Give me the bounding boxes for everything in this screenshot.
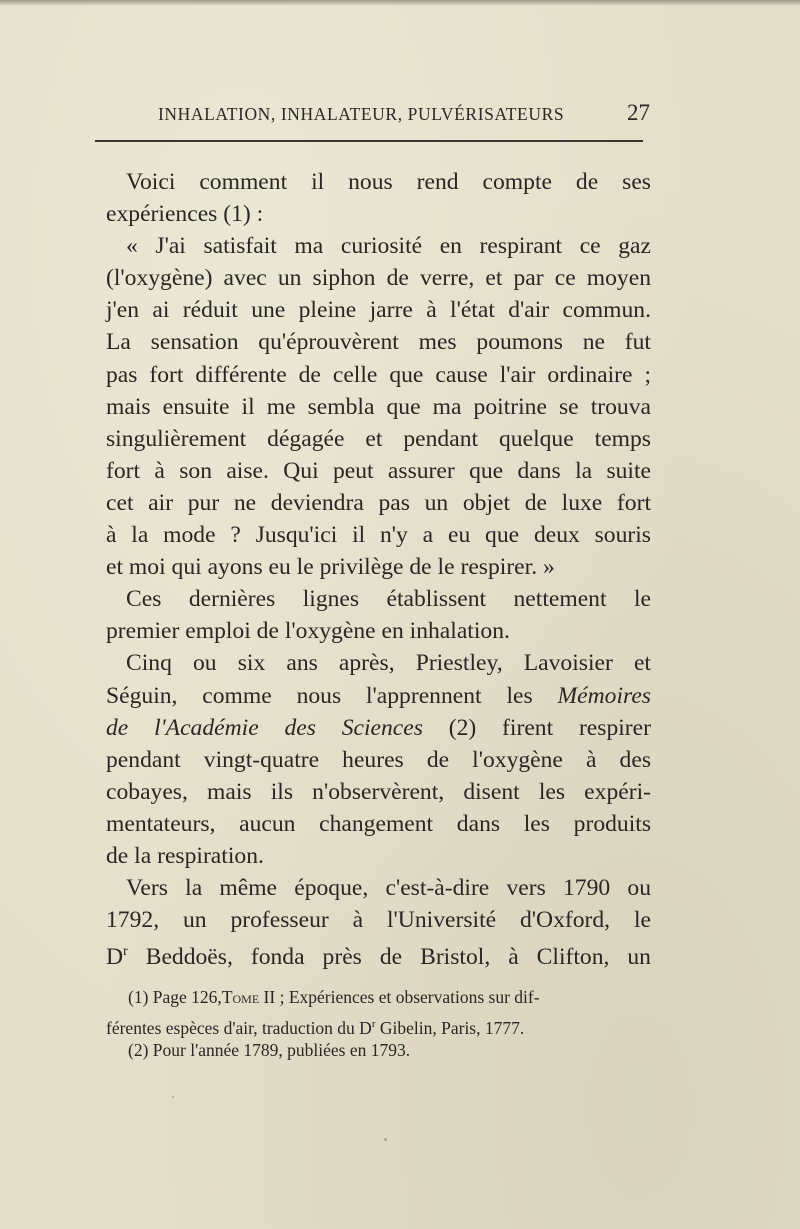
text-line: premier emploi de l'oxygène en inhalation.: [106, 618, 510, 645]
text-line-mixed: [106, 712, 651, 744]
footnote-1: [106, 984, 651, 1011]
italic-title: Mémoires: [557, 682, 651, 709]
text-line: 1792, un professeur à l'Université d'Oxford, le: [106, 907, 651, 934]
running-head: [158, 100, 658, 130]
text-line: « J'ai satisfait ma curiosité en respirant ce gaz: [126, 233, 651, 260]
text-line-mixed: [106, 680, 651, 712]
small-caps-word: Tome: [221, 987, 260, 1007]
text-segment: (1) Page 126,: [128, 987, 222, 1007]
text-line: mais ensuite il me sembla que ma poitrine se trouva: [106, 393, 651, 420]
body-text: [106, 166, 651, 971]
text-line: fort à son aise. Qui peut assurer que dans la suite: [106, 457, 651, 484]
page-top-edge: [0, 0, 800, 6]
text-line: Cinq ou six ans après, Priestley, Lavoisier et: [126, 650, 651, 677]
page-number: 27: [627, 100, 650, 125]
text-line: expériences (1) :: [106, 201, 264, 228]
text-line: j'en ai réduit une pleine jarre à l'état d'air commun.: [106, 297, 651, 324]
text-line: et moi qui ayons eu le privilège de le respirer. »: [106, 554, 555, 581]
paper-speck: [172, 1096, 174, 1098]
paper-speck: [384, 1138, 387, 1141]
text-line: Vers la même époque, c'est-à-dire vers 1790 ou: [126, 875, 651, 902]
superscript: r: [123, 944, 128, 960]
footnote-2: (2) Pour l'année 1789, publiées en 1793.: [128, 1040, 411, 1060]
text-line: cet air pur ne deviendra pas un objet de luxe fort: [106, 489, 651, 516]
text-line: de la respiration.: [106, 842, 264, 869]
footnote-1-continued: [106, 1011, 651, 1038]
footnotes: [106, 984, 651, 1064]
text-segment: Gibelin, Paris, 1777.: [379, 1017, 525, 1038]
text-segment: Beddoës, fonda près de Bristol, à Clifton, un: [145, 944, 651, 971]
text-line: mentateurs, aucun changement dans les produits: [106, 810, 651, 837]
text-segment: Séguin, comme nous l'apprennent les: [106, 682, 533, 709]
header-rule: [95, 140, 643, 142]
text-segment: D: [106, 944, 124, 971]
text-line: Voici comment il nous rend compte de ses: [126, 169, 651, 195]
text-segment: (2) firent respirer: [448, 714, 651, 741]
text-line: (l'oxygène) avec un siphon de verre, et par ce moyen: [106, 265, 651, 292]
superscript: r: [371, 1017, 376, 1030]
text-line: cobayes, mais ils n'observèrent, disent les expéri-: [106, 778, 651, 805]
text-line: pas fort différente de celle que cause l'air ordinaire ;: [106, 361, 651, 388]
running-title: INHALATION, INHALATEUR, PULVÉRISATEURS: [158, 104, 565, 124]
text-line: La sensation qu'éprouvèrent mes poumons ne fut: [106, 329, 651, 356]
text-segment: II ; Expériences et observations sur dif-: [263, 987, 540, 1007]
text-segment: férentes espèces d'air, traduction du D: [106, 1017, 372, 1038]
text-line: à la mode ? Jusqu'ici il n'y a eu que deux souris: [106, 522, 651, 549]
text-line-mixed: [106, 936, 651, 971]
text-line: pendant vingt-quatre heures de l'oxygène à des: [106, 746, 651, 773]
italic-title: de l'Académie des Sciences: [106, 714, 423, 741]
text-line: Ces dernières lignes établissent nettement le: [126, 586, 651, 613]
text-line: singulièrement dégagée et pendant quelque temps: [106, 425, 651, 452]
